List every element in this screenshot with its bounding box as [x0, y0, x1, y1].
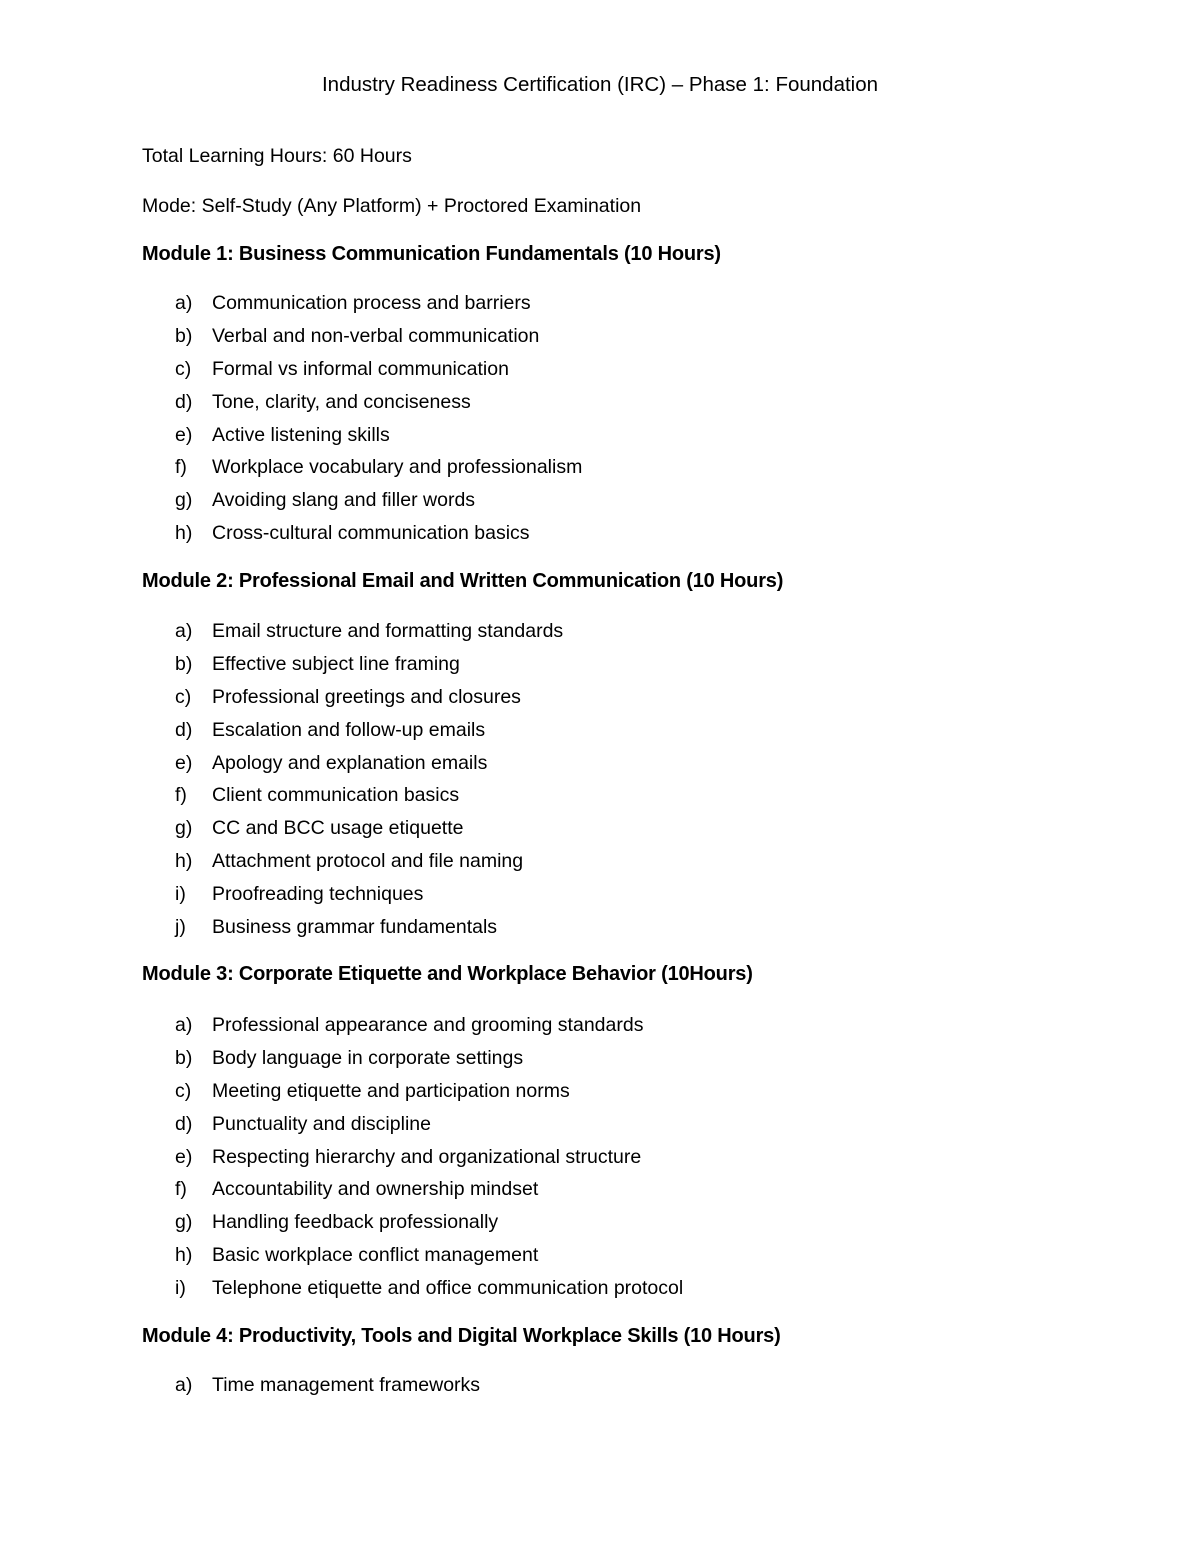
list-item-text: Punctuality and discipline: [212, 1112, 431, 1135]
module-2-heading: Module 2: Professional Email and Written Communication (10 Hours): [142, 570, 784, 592]
list-item-text: Apology and explanation emails: [212, 751, 488, 774]
list-item-text: Telephone etiquette and office communication protocol: [212, 1277, 684, 1300]
list-marker: e): [175, 1145, 193, 1168]
list-marker: c): [175, 357, 192, 380]
list-item-text: Proofreading techniques: [212, 883, 424, 906]
list-item-text: Tone, clarity, and conciseness: [212, 390, 471, 413]
list-item-text: Accountability and ownership mindset: [212, 1178, 539, 1201]
document-title: Industry Readiness Certification (IRC) – Phase 1: Foundation: [321, 73, 879, 96]
list-marker: g): [175, 817, 193, 840]
list-marker: g): [175, 489, 193, 512]
list-marker: i): [175, 1277, 186, 1300]
list-marker: a): [175, 1014, 193, 1036]
list-marker: b): [175, 652, 193, 675]
module-1-heading: Module 1: Business Communication Fundamentals (10 Hours): [142, 243, 721, 265]
list-item-text: Email structure and formatting standards: [212, 620, 564, 642]
list-marker: d): [175, 718, 193, 741]
list-marker: c): [175, 1079, 192, 1102]
list-item-text: Professional greetings and closures: [212, 685, 521, 708]
list-item-text: Meeting etiquette and participation norms: [212, 1079, 570, 1102]
list-item-text: Formal vs informal communication: [212, 357, 509, 380]
list-item-text: Respecting hierarchy and organizational structure: [212, 1145, 642, 1168]
total-hours-line: Total Learning Hours: 60 Hours: [142, 145, 412, 167]
list-marker: f): [175, 784, 187, 807]
module-3-heading: Module 3: Corporate Etiquette and Workplace Behavior (10Hours): [142, 963, 753, 985]
list-marker: f): [175, 1178, 187, 1201]
list-item-text: Active listening skills: [212, 423, 390, 446]
list-item-text: Cross-cultural communication basics: [212, 522, 530, 545]
list-marker: b): [175, 324, 193, 347]
list-item-text: Handling feedback professionally: [212, 1211, 499, 1234]
list-marker: a): [175, 292, 193, 314]
list-marker: g): [175, 1211, 193, 1234]
list-item-text: Communication process and barriers: [212, 292, 531, 314]
list-item-text: CC and BCC usage etiquette: [212, 817, 464, 840]
list-marker: j): [175, 916, 186, 939]
list-marker: a): [175, 1374, 193, 1396]
list-marker: e): [175, 751, 193, 774]
list-item-text: Time management frameworks: [212, 1374, 481, 1396]
list-item-text: Workplace vocabulary and professionalism: [212, 456, 583, 479]
mode-line: Mode: Self-Study (Any Platform) + Proctored Examination: [142, 195, 642, 217]
list-marker: b): [175, 1046, 193, 1069]
list-marker: d): [175, 1112, 193, 1135]
list-item-text: Basic workplace conflict management: [212, 1244, 539, 1267]
list-marker: i): [175, 883, 186, 906]
list-marker: c): [175, 685, 192, 708]
list-item-text: Effective subject line framing: [212, 652, 460, 675]
list-marker: h): [175, 1244, 193, 1267]
list-item-text: Attachment protocol and file naming: [212, 850, 524, 873]
list-item-text: Body language in corporate settings: [212, 1046, 524, 1069]
module-4-heading: Module 4: Productivity, Tools and Digital Workplace Skills (10 Hours): [142, 1325, 781, 1347]
list-marker: f): [175, 456, 187, 479]
list-marker: a): [175, 620, 193, 642]
list-item-text: Professional appearance and grooming standards: [212, 1014, 644, 1036]
list-marker: e): [175, 423, 193, 446]
list-item-text: Escalation and follow-up emails: [212, 718, 486, 741]
list-item-text: Client communication basics: [212, 784, 460, 807]
list-item-text: Business grammar fundamentals: [212, 916, 498, 939]
list-item-text: Avoiding slang and filler words: [212, 489, 476, 512]
list-marker: h): [175, 850, 193, 873]
list-item-text: Verbal and non-verbal communication: [212, 324, 540, 347]
list-marker: d): [175, 390, 193, 413]
list-marker: h): [175, 522, 193, 545]
